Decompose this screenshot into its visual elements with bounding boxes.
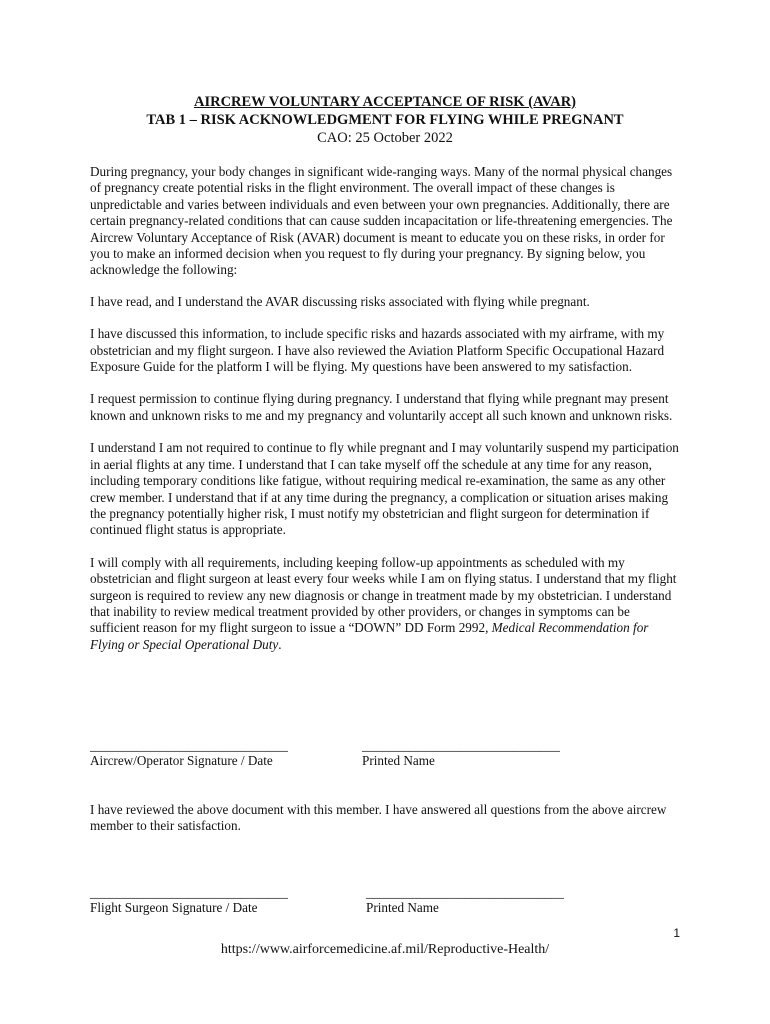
comply-end: . — [278, 636, 282, 652]
surgeon-signature-label: Flight Surgeon Signature / Date — [90, 900, 258, 915]
comply-text: I will comply with all requirements, including keeping follow-up appointments as scheduled with my obstetrician and flight surgeon at least every four weeks while I am on flying status. I understand that my flight surgeon is required to review any new diagnosis or change in treatment made by my obstetrician. I understand that inability to review medical treatment provided by other providers, or changes in symptoms can be sufficient reason for my flight surgeon to issue a “DOWN” DD Form 2992, — [90, 554, 677, 636]
document-title: AIRCREW VOLUNTARY ACCEPTANCE OF RISK (AVAR) — [193, 94, 577, 110]
surgeon-review-statement: I have reviewed the above document with this member. I have answered all questions from the above aircrew member to their satisfaction. — [90, 802, 667, 834]
aircrew-signature-line[interactable]: ______________________________ — [90, 738, 288, 753]
permission-paragraph: I request permission to continue flying during pregnancy. I understand that flying while pregnant may present known and unknown risks to me and my pregnancy and voluntarily accept all such known and unknown risks. — [90, 391, 673, 423]
aircrew-signature-label: Aircrew/Operator Signature / Date — [90, 753, 273, 768]
cao-date: CAO: 25 October 2022 — [317, 130, 453, 146]
read-acknowledgment-paragraph: I have read, and I understand the AVAR discussing risks associated with flying while pregnant. — [90, 293, 590, 309]
dd-form-title: Medical Recommendation for Flying or Special Operational Duty — [90, 620, 649, 652]
not-required-paragraph: I understand I am not required to continue to fly while pregnant and I may voluntarily suspend my participation in aerial flights at any time. I understand that I can take myself off the schedule at any time for any reason, including temporary conditions like fatigue, without requiring medical re-examination, the same as any other crew member. I understand that if at any time during the pregnancy, a complication or situation arises making the pregnancy potentially higher risk, I must notify my obstetrician and flight surgeon for determination if continued flight status is appropriate. — [90, 440, 679, 538]
acknowledgment-body — [90, 164, 680, 669]
surgeon-printed-name-label: Printed Name — [366, 900, 439, 915]
surgeon-signature-line[interactable]: ______________________________ — [90, 885, 288, 900]
intro-paragraph: During pregnancy, your body changes in significant wide-ranging ways. Many of the normal physical changes of pregnancy create potential risks in the flight environment. The overall impact of these changes is unpredictable and varies between individuals and even between your own pregnancies. Additionally, there are certain pregnancy-related conditions that can cause sudden incapacitation or life-threatening emergencies. The Aircrew Voluntary Acceptance of Risk (AVAR) document is meant to educate you on these risks, in order for you to make an informed decision when you request to fly during your pregnancy. By signing below, you acknowledge the following: — [90, 164, 673, 278]
document-subtitle: TAB 1 – RISK ACKNOWLEDGMENT FOR FLYING WHILE PREGNANT — [146, 112, 624, 128]
aircrew-printed-name-line[interactable]: ______________________________ — [362, 738, 560, 753]
footer-url[interactable]: https://www.airforcemedicine.af.mil/Reproductive-Health/ — [220, 942, 550, 957]
aircrew-printed-name-label: Printed Name — [362, 753, 435, 768]
comply-paragraph — [90, 555, 680, 653]
discussed-acknowledgment-paragraph: I have discussed this information, to include specific risks and hazards associated with my airframe, with my obstetrician and my flight surgeon. I have also reviewed the Aviation Platform Specific Occupational Hazard Exposure Guide for the platform I will be flying. My questions have been answered to my satisfaction. — [90, 326, 665, 375]
surgeon-printed-name-line[interactable]: ______________________________ — [366, 885, 564, 900]
document-header — [90, 93, 680, 147]
page-number: 1 — [673, 926, 680, 940]
